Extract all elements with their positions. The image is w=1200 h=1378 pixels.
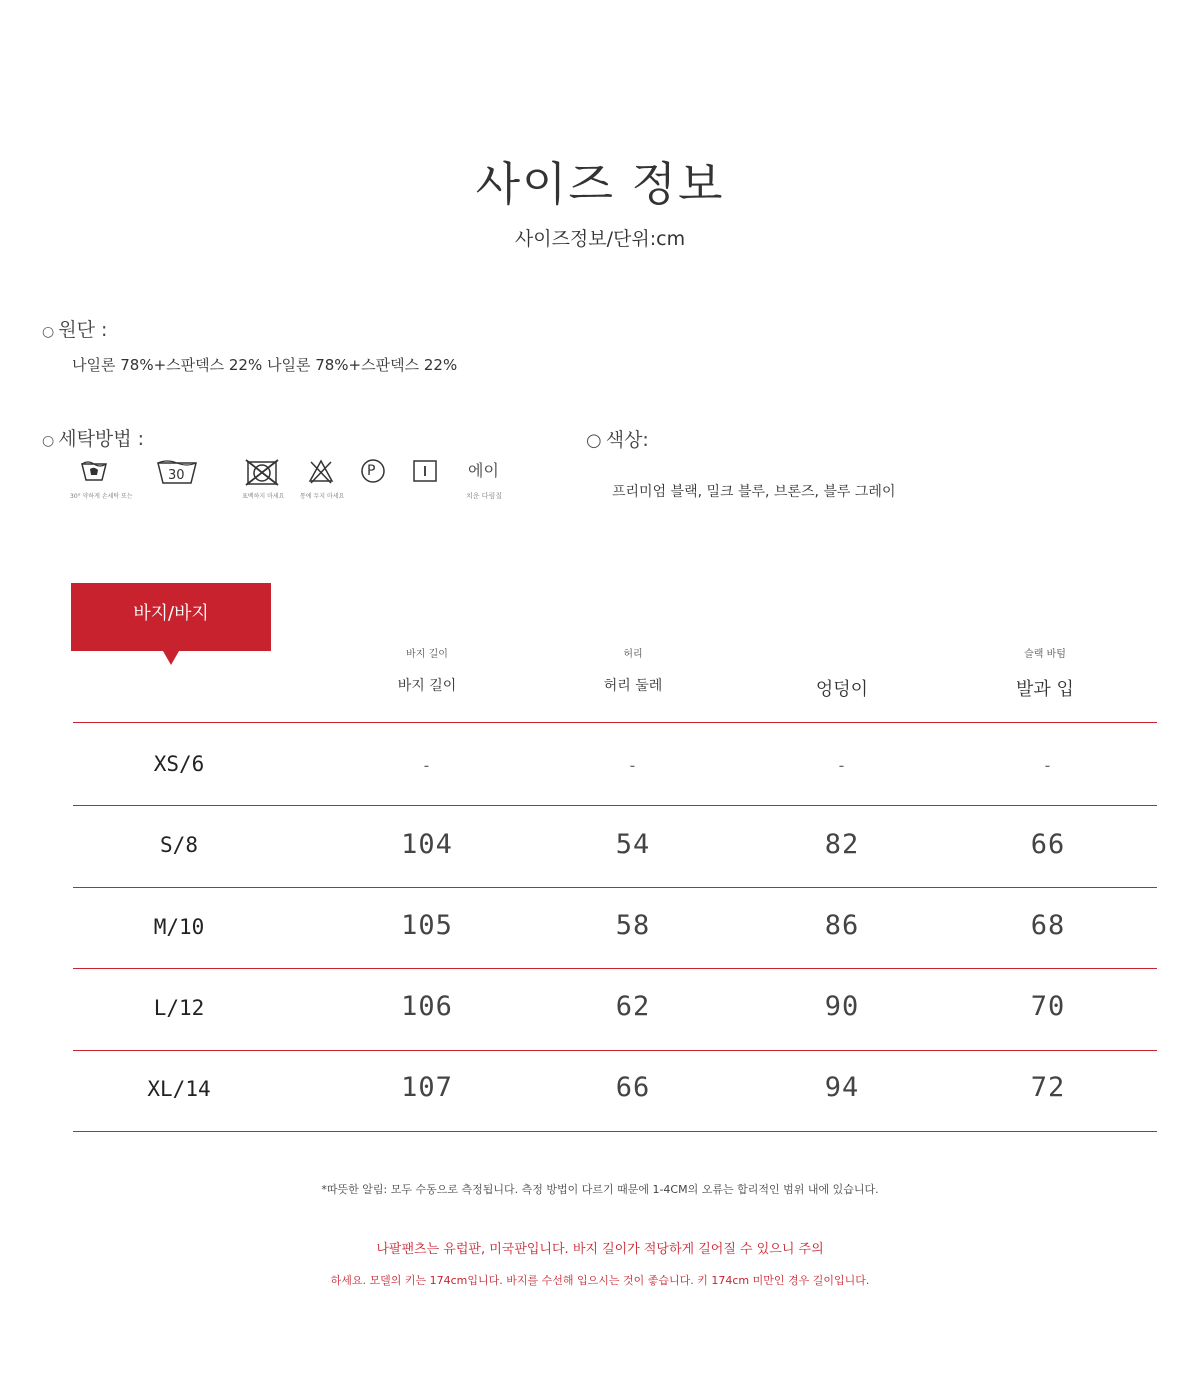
column-header-label: 발과 입 [1016,679,1074,700]
wash-label: 세탁방법 : [58,428,145,450]
table-cell: 106 [401,991,453,1022]
wash-caption: 표백하지 마세요 [242,493,285,500]
table-cell: 66 [615,1072,651,1103]
table-cell: 105 [401,910,453,941]
wash-30-number: 30 [168,468,185,483]
table-cell: 72 [1030,1072,1066,1103]
bullet-icon: ○ [586,430,602,451]
color-label: 색상: [605,429,649,451]
table-cell: 82 [824,829,860,860]
table-cell: 70 [1030,991,1066,1022]
size-label: M/10 [153,915,205,939]
table-cell: 58 [615,910,651,941]
table-cell: 104 [401,829,453,860]
size-table-tab: 바지/바지 [71,583,271,651]
table-cell: 62 [615,991,651,1022]
table-cell: 66 [1030,829,1066,860]
table-divider [73,805,1157,806]
table-cell: 54 [615,829,651,860]
column-header-sub: 허리 [623,649,643,660]
color-value: 프리미엄 블랙, 밀크 블루, 브론즈, 블루 그레이 [612,484,896,500]
table-cell: 107 [401,1072,453,1103]
line-dry-icon [412,458,438,484]
table-cell: 86 [824,910,860,941]
table-divider [73,1050,1157,1051]
table-divider [73,968,1157,969]
page-subtitle: 사이즈정보/단위:cm [514,228,686,250]
size-label: XL/14 [147,1077,211,1101]
fabric-label: 원단 : [58,319,108,341]
column-header [945,645,1145,701]
table-cell: 68 [1030,910,1066,941]
color-label-row [586,425,649,452]
measurement-notice: *따뜻한 알림: 모두 수동으로 측정됩니다. 측정 방법이 다르기 때문에 1-4CM의 오류는 합리적인 범위 내에 있습니다. [321,1183,879,1196]
bullet-icon: ○ [42,324,55,340]
size-label: XS/6 [153,752,205,776]
bullet-icon: ○ [42,433,55,449]
column-header [742,645,942,701]
no-tumble-dry-icon [244,458,280,486]
table-cell: 90 [824,991,860,1022]
table-cell: - [1042,756,1054,775]
column-header-label: 바지 길이 [397,678,457,694]
tab-pointer-icon [163,651,179,665]
wash-caption: 30° 약하게 손세탁 또는 [70,493,133,500]
table-divider [73,887,1157,888]
table-cell: - [421,756,433,775]
wash-extra-text: 에이 [468,461,499,480]
wash-icons [70,458,530,502]
wash-caption: 치운 다림질 [466,492,503,500]
column-header-sub: 바지 길이 [406,649,448,660]
column-header-label: 엉덩이 [815,679,869,700]
table-cell: 94 [824,1072,860,1103]
hand-wash-icon [80,458,108,484]
column-header [327,645,527,695]
column-header [533,645,733,695]
wash-caption: 통에 두지 마세요 [300,493,345,500]
fit-warning-line1: 나팔팬츠는 유럽판, 미국판입니다. 바지 길이가 적당하게 길어질 수 있으니 주의 [376,1242,824,1257]
table-divider [73,1131,1157,1132]
table-divider [73,722,1157,723]
wash-label-row [42,424,144,451]
fit-warning-line2: 하세요. 모델의 키는 174cm입니다. 바지를 수선해 입으시는 것이 좋습니다. 키 174cm 미만인 경우 길이입니다. [330,1274,870,1287]
table-cell: - [627,756,639,775]
size-label: L/12 [153,996,205,1020]
column-header-label: 허리 둘레 [603,678,663,694]
no-bleach-icon [308,458,334,484]
table-cell: - [836,756,848,775]
fabric-value: 나일론 78%+스판덱스 22% 나일론 78%+스판덱스 22% [72,356,458,374]
page-title: 사이즈 정보 [475,157,725,211]
fabric-label-row [42,315,107,342]
column-header-sub [742,645,942,665]
size-label: S/8 [160,833,198,857]
dry-clean-letter: P [367,463,376,479]
column-header-sub: 슬랙 바텀 [1024,649,1066,660]
